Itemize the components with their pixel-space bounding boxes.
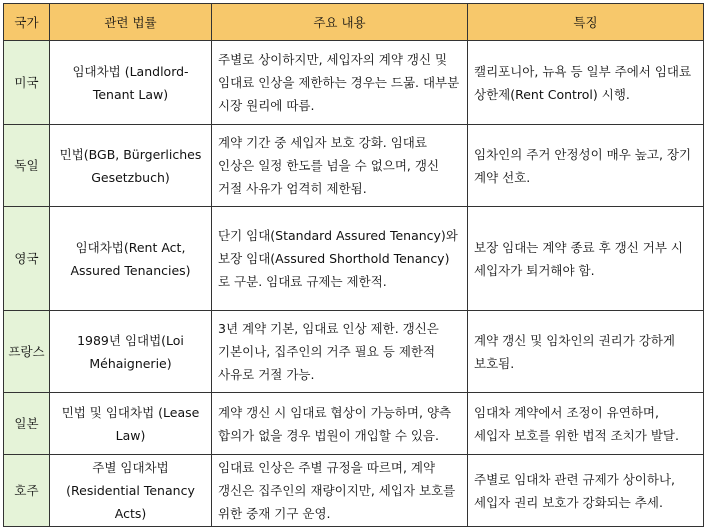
header-law: 관련 법률 — [50, 4, 212, 41]
table-row — [4, 125, 704, 207]
header-feature: 특징 — [468, 4, 704, 41]
table-row — [4, 207, 704, 311]
feature-cell: 보장 임대는 계약 종료 후 갱신 거부 시 세입자가 퇴거해야 함. — [468, 207, 704, 311]
content-cell: 임대료 인상은 주별 규정을 따르며, 계약 갱신은 집주인의 재량이지만, 세입자 보호를 위한 중재 기구 운영. — [212, 455, 468, 527]
content-cell: 3년 계약 기본, 임대료 인상 제한. 갱신은 기본이나, 집주인의 거주 필요 등 제한적 사유로 거절 가능. — [212, 311, 468, 393]
table-row — [4, 41, 704, 125]
country-cell: 영국 — [4, 207, 50, 311]
law-cell: 주별 임대차법 (Residential Tenancy Acts) — [50, 455, 212, 527]
country-cell: 독일 — [4, 125, 50, 207]
feature-cell: 임차인의 주거 안정성이 매우 높고, 장기 계약 선호. — [468, 125, 704, 207]
table-row — [4, 455, 704, 527]
country-cell: 미국 — [4, 41, 50, 125]
table-row — [4, 393, 704, 455]
law-cell: 민법(BGB, Bürgerliches Gesetzbuch) — [50, 125, 212, 207]
country-cell: 호주 — [4, 455, 50, 527]
law-cell: 민법 및 임대차법 (Lease Law) — [50, 393, 212, 455]
law-cell: 임대차법(Rent Act, Assured Tenancies) — [50, 207, 212, 311]
table-row — [4, 311, 704, 393]
header-row — [4, 4, 704, 41]
feature-cell: 캘리포니아, 뉴욕 등 일부 주에서 임대료 상한제(Rent Control) 시행. — [468, 41, 704, 125]
header-country: 국가 — [4, 4, 50, 41]
feature-cell: 계약 갱신 및 임차인의 권리가 강하게 보호됨. — [468, 311, 704, 393]
header-content: 주요 내용 — [212, 4, 468, 41]
content-cell: 계약 기간 중 세입자 보호 강화. 임대료 인상은 일정 한도를 넘을 수 없으며, 갱신 거절 사유가 엄격히 제한됨. — [212, 125, 468, 207]
content-cell: 계약 갱신 시 임대료 협상이 가능하며, 양측 합의가 없을 경우 법원이 개입할 수 있음. — [212, 393, 468, 455]
country-cell: 프랑스 — [4, 311, 50, 393]
country-cell: 일본 — [4, 393, 50, 455]
feature-cell: 임대차 계약에서 조정이 유연하며, 세입자 보호를 위한 법적 조치가 발달. — [468, 393, 704, 455]
rental-law-comparison-table — [3, 3, 704, 527]
feature-cell: 주별로 임대차 관련 규제가 상이하나, 세입자 권리 보호가 강화되는 추세. — [468, 455, 704, 527]
law-cell: 1989년 임대법(Loi Méhaignerie) — [50, 311, 212, 393]
content-cell: 주별로 상이하지만, 세입자의 계약 갱신 및 임대료 인상을 제한하는 경우는 드묾. 대부분 시장 원리에 따름. — [212, 41, 468, 125]
law-cell: 임대차법 (Landlord-Tenant Law) — [50, 41, 212, 125]
content-cell: 단기 임대(Standard Assured Tenancy)와 보장 임대(Assured Shorthold Tenancy)로 구분. 임대료 규제는 제한적. — [212, 207, 468, 311]
